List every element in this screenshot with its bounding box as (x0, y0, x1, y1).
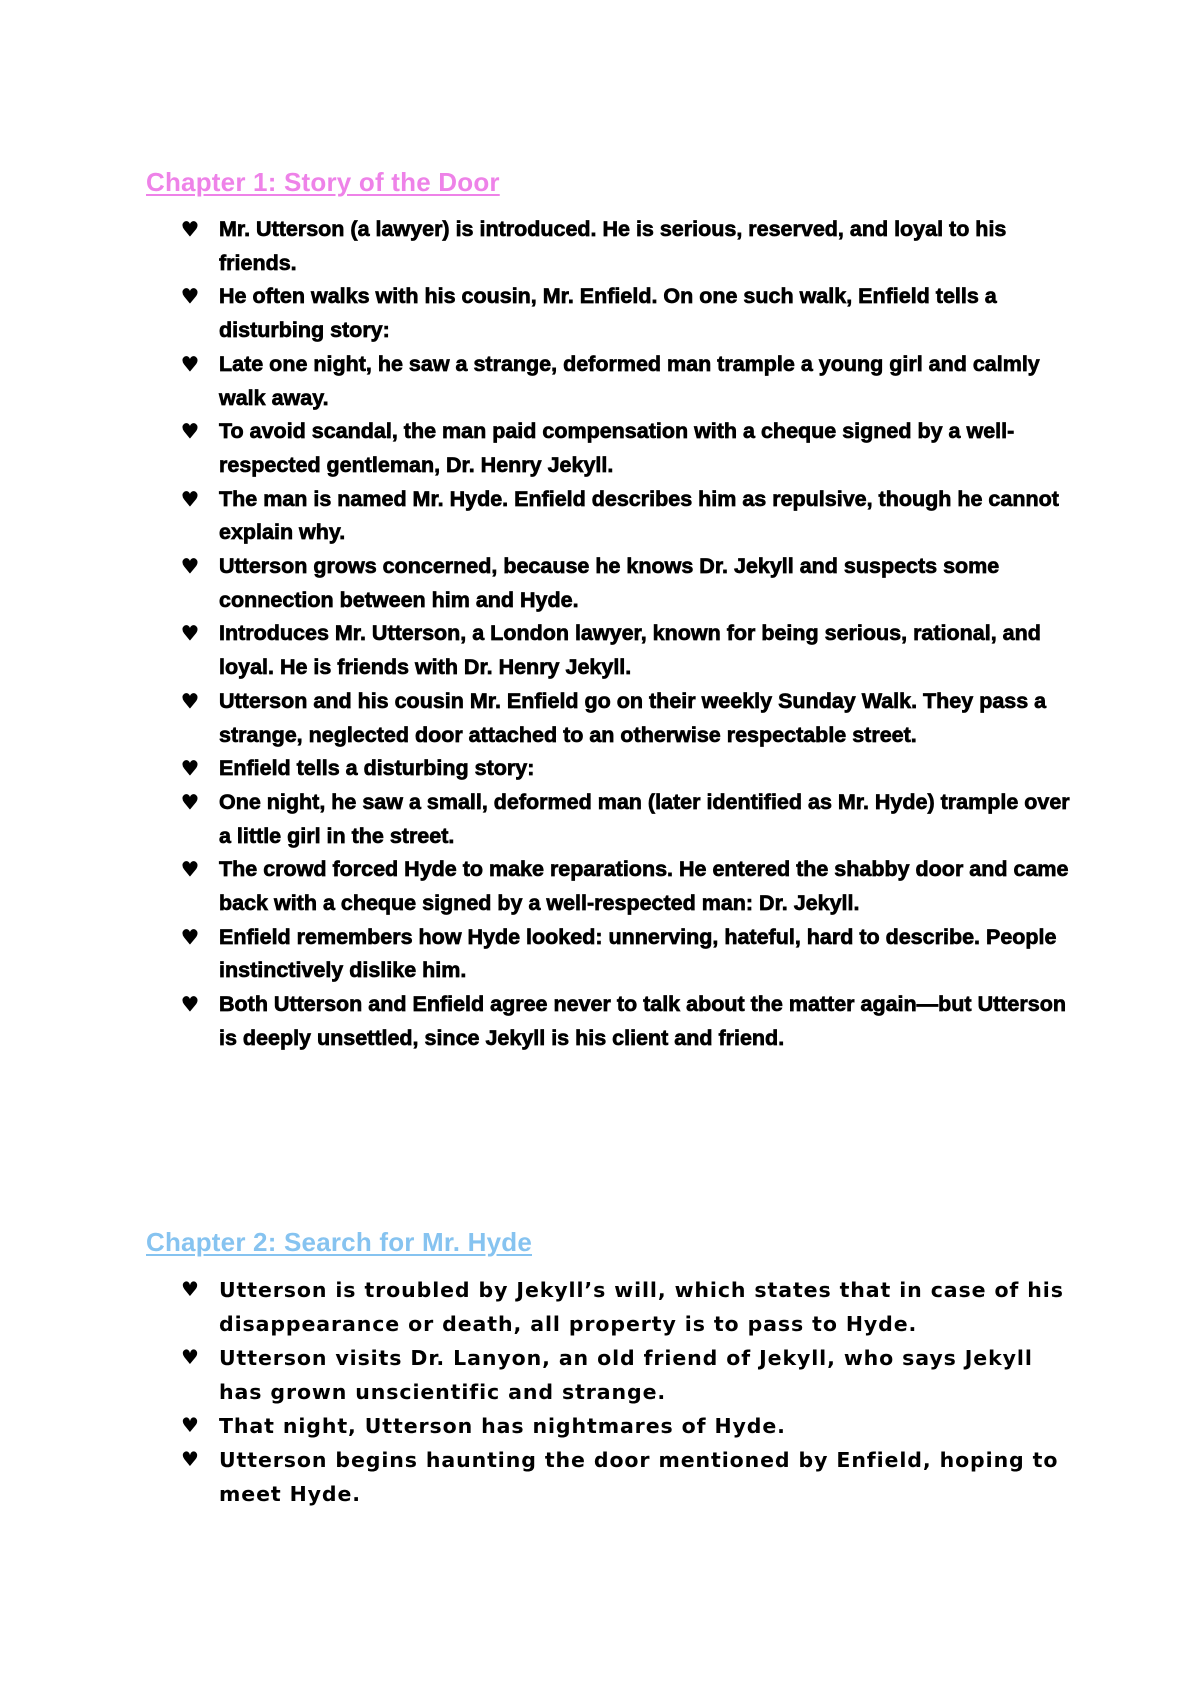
heart-icon: ♥ (181, 1277, 200, 1301)
list-item (146, 752, 1076, 786)
bullet-text: Enfield tells a disturbing story: (219, 756, 535, 781)
bullet-text: The crowd forced Hyde to make reparations. He entered the shabby door and came back with a cheque signed by a well-respected man: Dr. Jekyll. (219, 857, 1069, 916)
bullet-text: To avoid scandal, the man paid compensation with a cheque signed by a well-respected gentleman, Dr. Henry Jekyll. (219, 419, 1015, 477)
chapter-1-section (146, 165, 1076, 1056)
heart-icon: ♥ (181, 1345, 200, 1369)
heart-icon: ♥ (181, 1447, 200, 1471)
heart-icon: ♥ (181, 486, 199, 511)
heart-icon: ♥ (181, 789, 199, 814)
heart-icon: ♥ (181, 217, 199, 241)
bullet-text: Introduces Mr. Utterson, a London lawyer, known for being serious, rational, and loyal. He is friends with Dr. Henry Jekyll. (219, 621, 1041, 680)
list-item (146, 348, 1076, 415)
list-item (146, 853, 1076, 920)
heart-icon: ♥ (181, 1413, 200, 1437)
list-item (146, 1443, 1076, 1511)
heart-icon: ♥ (181, 992, 199, 1017)
heart-icon: ♥ (181, 857, 199, 882)
list-item (146, 280, 1076, 347)
list-item (146, 685, 1076, 752)
bullet-text: Utterson is troubled by Jekyll’s will, which states that in case of his disappearance or death, all property is to pass to Hyde. (219, 1278, 1064, 1336)
list-item (146, 1273, 1076, 1341)
bullet-text: Mr. Utterson (a lawyer) is introduced. He is serious, reserved, and loyal to his friends. (219, 217, 1007, 275)
list-item (146, 213, 1076, 280)
heart-icon: ♥ (181, 351, 199, 376)
list-item (146, 483, 1076, 550)
heart-icon: ♥ (181, 688, 199, 713)
chapter-2-section (146, 1225, 1076, 1511)
heart-icon: ♥ (181, 554, 199, 579)
list-item (146, 921, 1076, 988)
list-item (146, 1409, 1076, 1443)
heart-icon: ♥ (181, 284, 199, 309)
bullet-text: The man is named Mr. Hyde. Enfield describes him as repulsive, though he cannot explain why. (219, 486, 1059, 545)
bullet-text: Utterson begins haunting the door mentioned by Enfield, hoping to meet Hyde. (219, 1448, 1059, 1506)
bullet-text: Utterson and his cousin Mr. Enfield go on their weekly Sunday Walk. They pass a strange, neglected door attached to an otherwise respectable street. (219, 688, 1047, 747)
bullet-text: That night, Utterson has nightmares of Hyde. (219, 1414, 786, 1438)
heart-icon: ♥ (181, 419, 199, 444)
bullet-text: Utterson grows concerned, because he knows Dr. Jekyll and suspects some connection between him and Hyde. (219, 554, 1000, 612)
bullet-text: Both Utterson and Enfield agree never to talk about the matter again—but Utterson is deeply unsettled, since Jekyll is his client and friend. (219, 992, 1066, 1050)
list-item (146, 1341, 1076, 1409)
chapter-2-bullet-list (146, 1273, 1076, 1511)
list-item (146, 415, 1076, 482)
list-item (146, 617, 1076, 684)
list-item (146, 988, 1076, 1055)
bullet-text: Enfield remembers how Hyde looked: unnerving, hateful, hard to describe. People instinctively dislike him. (219, 924, 1057, 983)
chapter-1-heading: Chapter 1: Story of the Door (146, 167, 500, 197)
list-item (146, 550, 1076, 617)
bullet-text: He often walks with his cousin, Mr. Enfield. On one such walk, Enfield tells a disturbing story: (219, 284, 997, 343)
list-item (146, 786, 1076, 853)
chapter-2-heading: Chapter 2: Search for Mr. Hyde (146, 1227, 532, 1257)
heart-icon: ♥ (181, 924, 199, 949)
bullet-text: Utterson visits Dr. Lanyon, an old friend of Jekyll, who says Jekyll has grown unscientific and strange. (219, 1346, 1033, 1404)
bullet-text: Late one night, he saw a strange, deformed man trample a young girl and calmly walk away. (219, 351, 1040, 410)
bullet-text: One night, he saw a small, deformed man (later identified as Mr. Hyde) trample over a little girl in the street. (219, 789, 1070, 848)
heart-icon: ♥ (181, 621, 199, 646)
chapter-1-bullet-list (146, 213, 1076, 1056)
heart-icon: ♥ (181, 756, 199, 781)
